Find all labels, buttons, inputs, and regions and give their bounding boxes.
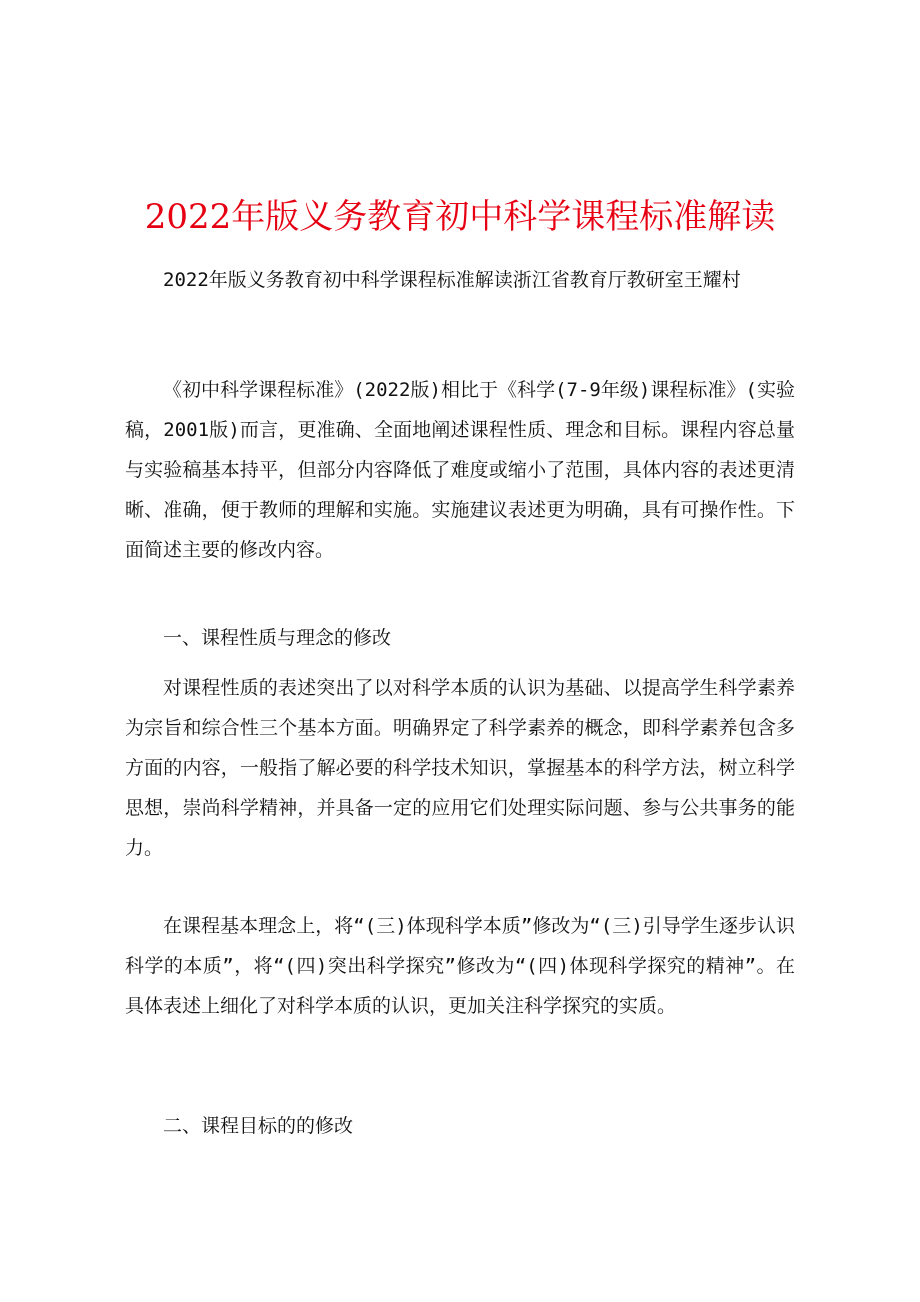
document-title: 2022年版义务教育初中科学课程标准解读 (144, 197, 776, 237)
overview-text: 《初中科学课程标准》(2022版)相比于《科学(7-9年级)课程标准》(实验稿，2001版)而言，更准确、全面地阐述课程性质、理念和目标。课程内容总量与实验稿基本持平，但部分内容降低了难度或缩小了范围，具体内容的表述更清晰、准确，便于教师的理解和实施。实施建议表述更为明确，具有可操作性。下面简述主要的修改内容。 (125, 379, 795, 561)
section-1-heading-text: 一、课程性质与理念的修改 (163, 627, 392, 649)
section-1-paragraph-2-text: 在课程基本理念上，将“(三)体现科学本质”修改为“(三)引导学生逐步认识科学的本质”，将“(四)突出科学探究”修改为“(四)体现科学探究的精神”。在具体表述上细化了对科学本质的认识，更加关注科学探究的实质。 (125, 915, 795, 1017)
intro-text: 2022年版义务教育初中科学课程标准解读浙江省教育厅教研室王耀村 (163, 269, 741, 291)
section-1-paragraph-1-text: 对课程性质的表述突出了以对科学本质的认识为基础、以提高学生科学素养为宗旨和综合性三个基本方面。明确界定了科学素养的概念，即科学素养包含多方面的内容，一般指了解必要的科学技术知识，掌握基本的科学方法，树立科学思想，崇尚科学精神，并具备一定的应用它们处理实际问题、参与公共事务的能力。 (125, 677, 795, 859)
intro-paragraph (125, 260, 795, 300)
section-heading-2 (125, 1106, 795, 1146)
section-heading-1 (125, 618, 795, 658)
section-1-paragraph-1 (125, 668, 795, 868)
overview-paragraph (125, 370, 795, 570)
section-2-heading-text: 二、课程目标的的修改 (163, 1115, 354, 1137)
section-1-paragraph-2 (125, 906, 795, 1026)
